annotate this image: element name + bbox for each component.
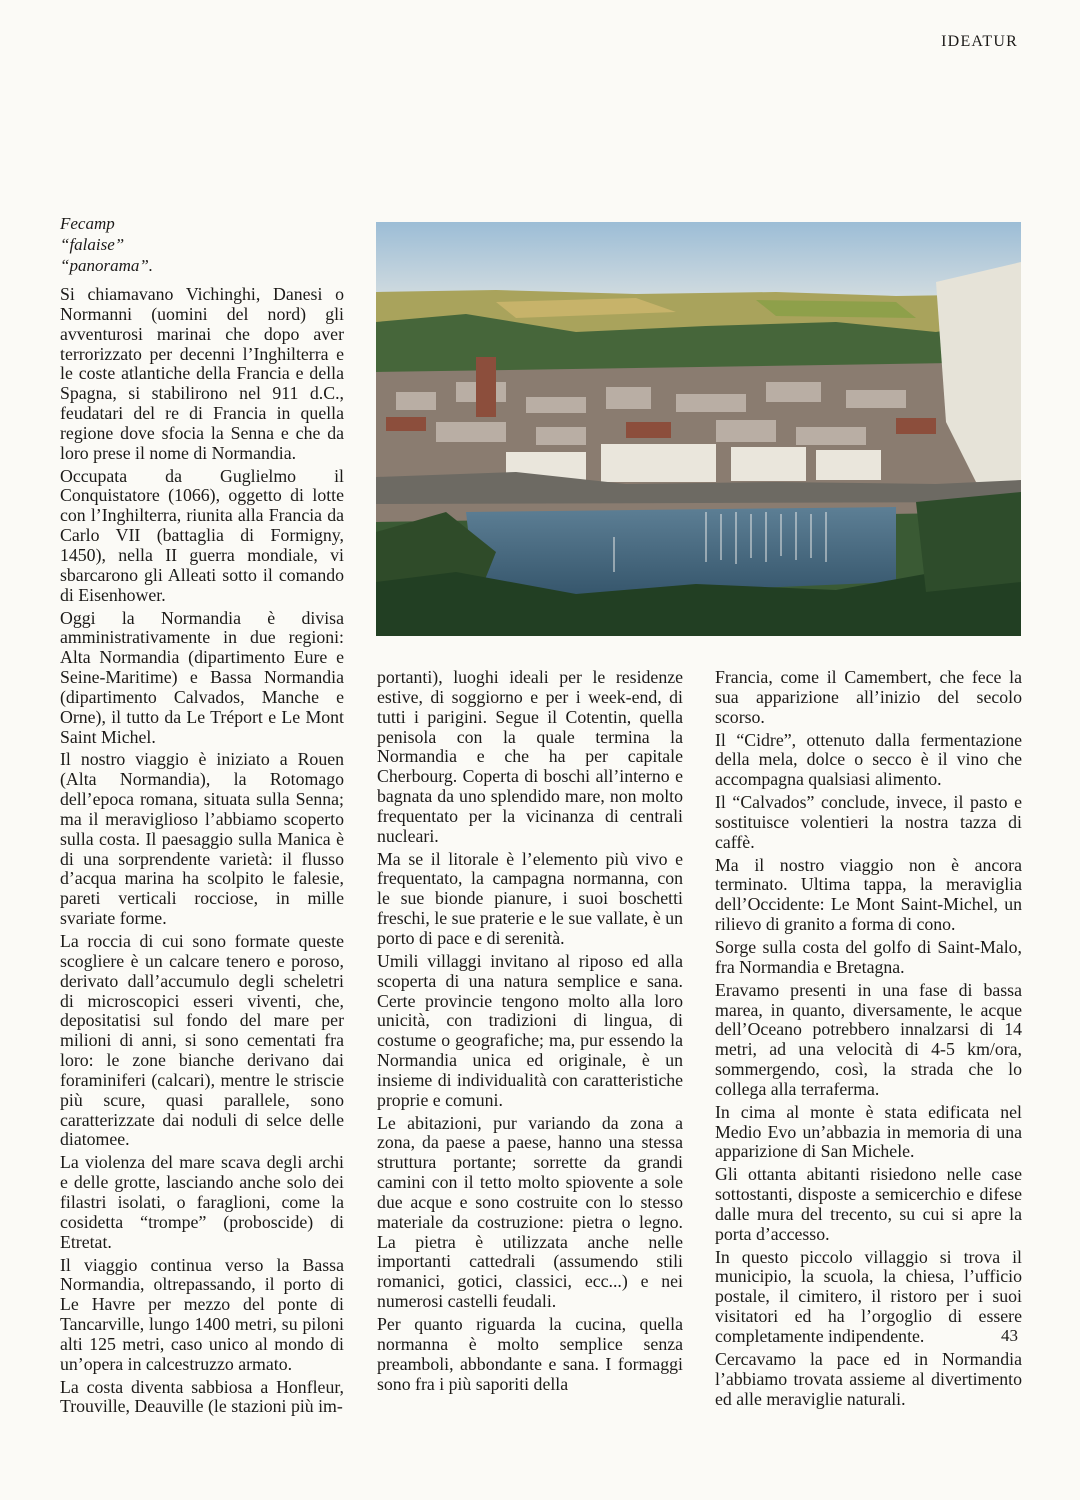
harbor-photo [376, 222, 1021, 636]
paragraph: Il “Cidre”, ottenuto dalla fermentazione della mela, dolce o secco è il vino che accompagna qualsiasi alimento. [715, 729, 1022, 790]
paragraph: Gli ottanta abitanti risiedono nelle case sottostanti, disposte a semicerchio e difese dalle mura del trecento, su cui si apre la porta d’accesso. [715, 1164, 1022, 1244]
paragraph: Eravamo presenti in una fase di bassa marea, in quanto, diversamente, le acque dell’Oceano potrebbero innalzarsi di 14 metri, ad una velocità di 4-5 km/ora, sommergendo, così, la strada che lo collega alla terraferma. [715, 979, 1022, 1099]
caption-line: Fecamp [60, 214, 115, 233]
article-column-3 [715, 668, 1022, 1412]
article-column-2 [377, 668, 683, 1397]
paragraph: Il viaggio continua verso la Bassa Normandia, oltrepassando, il porto di Le Havre per mezzo del ponte di Tancarville, lungo 1400 metri, su piloni alti 125 metri, caso unico al mondo di un’opera in calcestruzzo armato. [60, 1254, 344, 1374]
caption-line: “falaise” [60, 235, 125, 254]
paragraph: Francia, come il Camembert, che fece la sua apparizione all’inizio del secolo scorso. [715, 667, 1022, 727]
page-number: 43 [1001, 1326, 1018, 1345]
paragraph: Si chiamavano Vichinghi, Danesi o Normanni (uomini del nord) gli avventurosi marinai che dopo aver terrorizzato per decenni l’Inghilterra e le coste atlantiche della Francia e della Spagna, si stabilirono nel 911 d.C., feudatari del re di Francia in quella regione dove sfocia la Senna e che da loro prese il nome di Normandia. [60, 284, 344, 463]
paragraph: La costa diventa sabbiosa a Honfleur, Trouville, Deauville (le stazioni più im- [60, 1376, 344, 1417]
paragraph: Ma il nostro viaggio non è ancora terminato. Ultima tappa, la meraviglia dell’Occidente: Le Mont Saint-Michel, un rilievo di granito a forma di cono. [715, 854, 1022, 935]
paragraph: Sorge sulla costa del golfo di Saint-Malo, fra Normandia e Bretagna. [715, 936, 1022, 977]
paragraph: Il nostro viaggio è iniziato a Rouen (Alta Normandia), la Rotomago dell’epoca romana, situata sulla Senna; ma il meraviglioso l’abbiamo scoperto sulla costa. Il paesaggio sulla Manica è di una sorprendente varietà: il flusso d’acqua marina ha scolpito le falesie, pareti verticali rocciose, in mille svariate forme. [60, 749, 344, 929]
paragraph: Il “Calvados” conclude, invece, il pasto e sostituisce volentieri la nostra tazza di caffè. [715, 792, 1022, 852]
paragraph: In questo piccolo villaggio si trova il municipio, la scuola, la chiesa, l’ufficio postale, il cimitero, il ristoro per i suoi visitatori ed ha l’orgoglio di essere completamente indipendente. [715, 1246, 1022, 1346]
photo-caption [60, 213, 153, 276]
paragraph: portanti), luoghi ideali per le residenze estive, di soggiorno e per i week-end, di tutti i parigini. Segue il Cotentin, quella penisola con la quale termina la Normandia e che ha per capitale Cherbourg. Coperta di boschi all’interno e bagnata da uno splendido mare, non molto frequentato per la vicinanza di centrali nucleari. [377, 667, 683, 846]
caption-line: “panorama”. [60, 256, 154, 275]
paragraph: Le abitazioni, pur variando da zona a zona, da paese a paese, hanno una stessa struttura portante; sorrette da grandi camini con il tetto molto spiovente a sole due acque e sono costruite con lo stesso materiale da costruzione: pietra o legno. La pietra è utilizzata anche nelle importanti cattedrali (assumendo stili romanici, gotici, classici, ecc...) e nei numerosi castelli feudali. [377, 1112, 683, 1312]
paragraph: In cima al monte è stata edificata nel Medio Evo un’abbazia in memoria di una apparizione di San Michele. [715, 1101, 1022, 1162]
magazine-section-label: IDEATUR [941, 33, 1018, 50]
paragraph: Occupata da Guglielmo il Conquistatore (1066), oggetto di lotte con l’Inghilterra, riunita alla Francia da Carlo VII (battaglia di Formigny, 1450), nella II guerra mondiale, vi sbarcarono gli Alleati sotto il comando di Eisenhower. [60, 465, 344, 605]
paragraph: Ma se il litorale è l’elemento più vivo e frequentato, la campagna normanna, con le sue bionde pianure, i suoi boschetti freschi, le sue praterie e le sue vallate, è un porto di pace e di serenità. [377, 848, 683, 948]
paragraph: Umili villaggi invitano al riposo ed alla scoperta di una natura semplice e sana. Certe provincie tengono molto alla loro unicità, con tradizioni di lingua, di costume o geografiche; ma, pur essendo la Normandia unica ed originale, è un insieme di individualità con caratteristiche proprie e comuni. [377, 950, 683, 1110]
paragraph: La violenza del mare scava degli archi e delle grotte, lasciando anche solo dei filastri isolati, o faraglioni, come la cosidetta “trompe” (proboscide) di Etretat. [60, 1152, 344, 1252]
paragraph: Cercavamo la pace ed in Normandia l’abbiamo trovata assieme al divertimento ed alle meraviglie naturali. [715, 1348, 1022, 1409]
paragraph: Oggi la Normandia è divisa amministrativamente in due regioni: Alta Normandia (dipartimento Eure e Seine-Maritime) e Bassa Normandia (dipartimento Calvados, Manche e Orne), il tutto da Le Tréport e Le Mont Saint Michel. [60, 607, 344, 747]
article-column-1 [60, 285, 344, 1420]
paragraph: La roccia di cui sono formate queste scogliere è un calcare tenero e poroso, derivato dall’accumulo degli scheletri di microscopici esseri viventi, che, depositatisi sul fondo del mare per milioni di anni, si sono cementati fra loro: le zone bianche derivano dai foraminiferi (calcari), mentre le striscie più scure, quasi parallele, sono caratterizzate dai noduli di selce delle diatomee. [60, 931, 344, 1150]
paragraph: Per quanto riguarda la cucina, quella normanna è molto semplice senza preamboli, abbondante e sana. I formaggi sono fra i più saporiti della [377, 1314, 683, 1394]
